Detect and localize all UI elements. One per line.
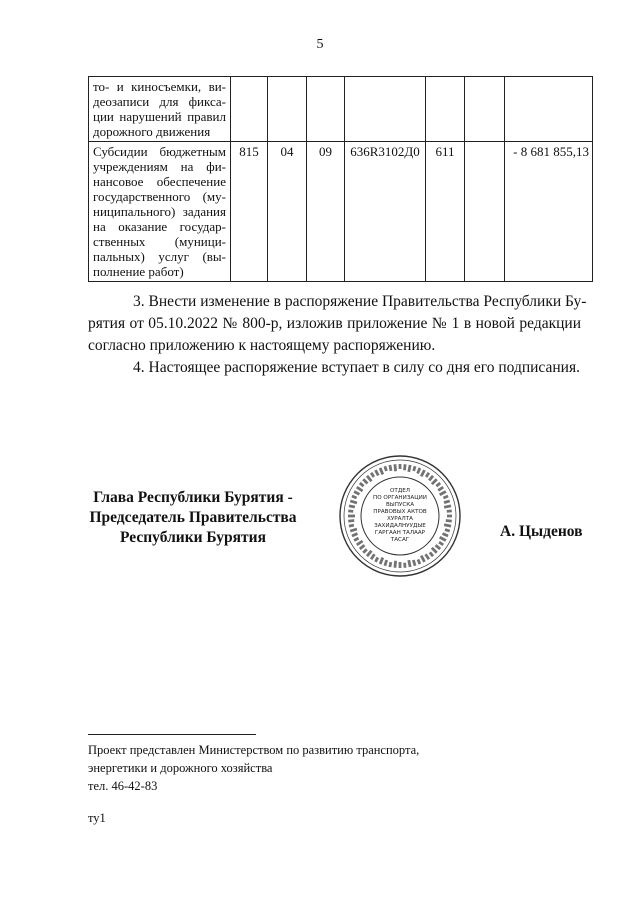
seal-ring-glyph [437, 486, 444, 492]
seal-ring-glyph [416, 467, 421, 474]
seal-text-line: ПРАВОВЫХ АКТОВ [373, 509, 427, 515]
paragraph-line: 4. Настоящее распоряжение вступает в силу со дня его подписания. [133, 359, 580, 376]
seal-ring-glyph [429, 551, 434, 557]
seal-ring-glyph [403, 563, 406, 568]
table-cell [268, 77, 307, 142]
cell-line: деозаписи для фикса- [93, 94, 226, 109]
seal-ring-glyph [425, 472, 430, 478]
seal-ring-glyph [362, 548, 368, 554]
seal-ring-glyph [446, 519, 452, 522]
seal-ring-glyph [348, 519, 354, 522]
footnote-divider [88, 734, 256, 735]
seal-ring-glyph [403, 464, 406, 470]
seal-ring-glyph [379, 467, 384, 475]
seal-ring-glyph [443, 495, 449, 500]
seal-ring-glyph [349, 524, 354, 528]
table-cell [465, 142, 505, 282]
seal-ring-glyph [428, 475, 434, 481]
seal-ring-glyph [353, 490, 360, 495]
footnote-line: тел. 46-42-83 [88, 779, 158, 793]
table-cell [426, 77, 465, 142]
table-cell [231, 77, 268, 142]
paragraph-4 [88, 357, 581, 379]
seal-ring-glyph [439, 490, 446, 496]
table-cell [307, 77, 345, 142]
footnote-line: энергетики и дорожного хозяйства [88, 761, 273, 775]
seal-ring-glyph [442, 532, 449, 537]
table-cell: 09 [307, 142, 345, 282]
seal-ring-glyph [438, 541, 444, 546]
cell-line: пальных) услуг (вы- [93, 249, 226, 264]
seal-ring-glyph [435, 482, 441, 487]
paragraph-3 [88, 291, 587, 357]
seal-ring-glyph [356, 540, 363, 546]
seal-ring-glyph [444, 500, 451, 504]
page-number: 5 [316, 37, 324, 52]
paragraph-line: рятия от 05.10.2022 № 800-р, изложив приложение № 1 в новой редакции [88, 315, 581, 332]
seal-ring-glyph [348, 515, 355, 518]
seal-ring-glyph [370, 553, 376, 560]
table-cell: - 8 681 855,13 [505, 142, 593, 282]
document-code: ту1 [88, 811, 106, 825]
seal-ring-glyph [417, 559, 422, 565]
table-row [89, 77, 593, 142]
seal-ring-glyph [444, 504, 451, 508]
seal-text-line: ГАРГААН ТАЛААР [374, 530, 426, 536]
seal-ring-glyph [394, 464, 397, 471]
table-row [89, 142, 593, 282]
cell-line: ниципального) задания [93, 204, 226, 219]
seal-ring-glyph [444, 523, 451, 527]
seal-ring-glyph [412, 466, 416, 472]
seal-ring-glyph [399, 562, 402, 568]
signatory-title-line: Председатель Правительства [89, 509, 297, 526]
seal-ring-glyph [394, 561, 397, 568]
seal-ring-glyph [420, 555, 426, 562]
seal-ring-glyph [353, 537, 359, 542]
row-name-cell [89, 77, 231, 142]
table-cell [345, 77, 426, 142]
seal-ring-glyph [388, 465, 392, 471]
cell-line: Субсидии бюджетным [93, 144, 226, 159]
seal-ring-glyph [359, 544, 365, 550]
seal-ring-glyph [359, 482, 365, 487]
signatory-title-line: Глава Республики Бурятия - [93, 489, 293, 506]
seal-text-line: ТАСАГ [390, 537, 410, 543]
signatory-title-line: Республики Бурятия [120, 529, 266, 546]
cell-line: на оказание государ- [93, 219, 226, 234]
cell-line: государственного (му- [93, 189, 226, 204]
official-seal [338, 454, 462, 578]
signatory-title [88, 488, 298, 548]
seal-ring-glyph [435, 544, 441, 550]
seal-ring-glyph [374, 469, 379, 476]
table-cell: 611 [426, 142, 465, 282]
cell-line: ции нарушений правил [93, 109, 226, 124]
seal-ring-glyph [348, 510, 353, 513]
seal-ring-glyph [445, 528, 451, 532]
table-cell [465, 77, 505, 142]
seal-text-line: ОТДЕЛ [390, 488, 410, 494]
paragraph-line: 3. Внести изменение в распоряжение Правительства Республики Бу- [133, 293, 587, 310]
table-cell: 815 [231, 142, 268, 282]
cell-line: учреждениям на фи- [93, 159, 226, 174]
cell-line: дорожного движения [93, 124, 211, 139]
table-cell: 04 [268, 142, 307, 282]
budget-table [88, 76, 593, 282]
footnote [88, 741, 419, 795]
seal-ring-glyph [407, 560, 411, 567]
seal-text-line: ПО ОРГАНИЗАЦИИ [373, 495, 427, 501]
table-cell [505, 77, 593, 142]
seal-ring-glyph [374, 557, 379, 563]
seal-ring-glyph [351, 532, 358, 537]
cell-line: нансовое обеспечение [93, 174, 226, 189]
seal-ring-glyph [447, 510, 452, 513]
seal-ring-glyph [379, 557, 384, 565]
seal-ring-glyph [420, 469, 426, 476]
cell-line: ственных (муници- [93, 234, 226, 249]
seal-ring-glyph [384, 466, 388, 472]
cell-line: то- и киносъемки, ви- [93, 79, 226, 94]
seal-ring-glyph [362, 478, 368, 484]
signatory-name: А. Цыденов [500, 523, 583, 540]
seal-ring-glyph [384, 560, 388, 567]
seal-ring-glyph [350, 500, 358, 505]
seal-ring-glyph [350, 528, 358, 533]
cell-line: полнение работ) [93, 264, 184, 279]
footnote-line: Проект представлен Министерством по развитию транспорта, [88, 743, 420, 757]
seal-ring-glyph [356, 486, 363, 492]
table-cell: 636R3102Д0 [345, 142, 426, 282]
seal-ring-glyph [447, 515, 452, 518]
seal-ring-glyph [388, 562, 392, 567]
seal-ring-glyph [349, 504, 355, 508]
seal-ring-glyph [424, 553, 430, 560]
seal-ring-glyph [407, 465, 411, 472]
paragraph-line: согласно приложению к настоящему распоряжению. [88, 337, 436, 354]
seal-ring-glyph [439, 536, 446, 542]
seal-ring-glyph [412, 560, 416, 567]
seal-text-line: ЗАХИДАЛНУУДЫЕ [374, 523, 426, 529]
seal-ring-glyph [399, 464, 402, 469]
row-name-cell [89, 142, 231, 282]
seal-ring-glyph [370, 472, 375, 478]
seal-text-line: ХУРАЛТА [387, 516, 413, 522]
seal-text-line: ВЫПУСКА [385, 502, 415, 508]
seal-ring-glyph [351, 495, 357, 500]
